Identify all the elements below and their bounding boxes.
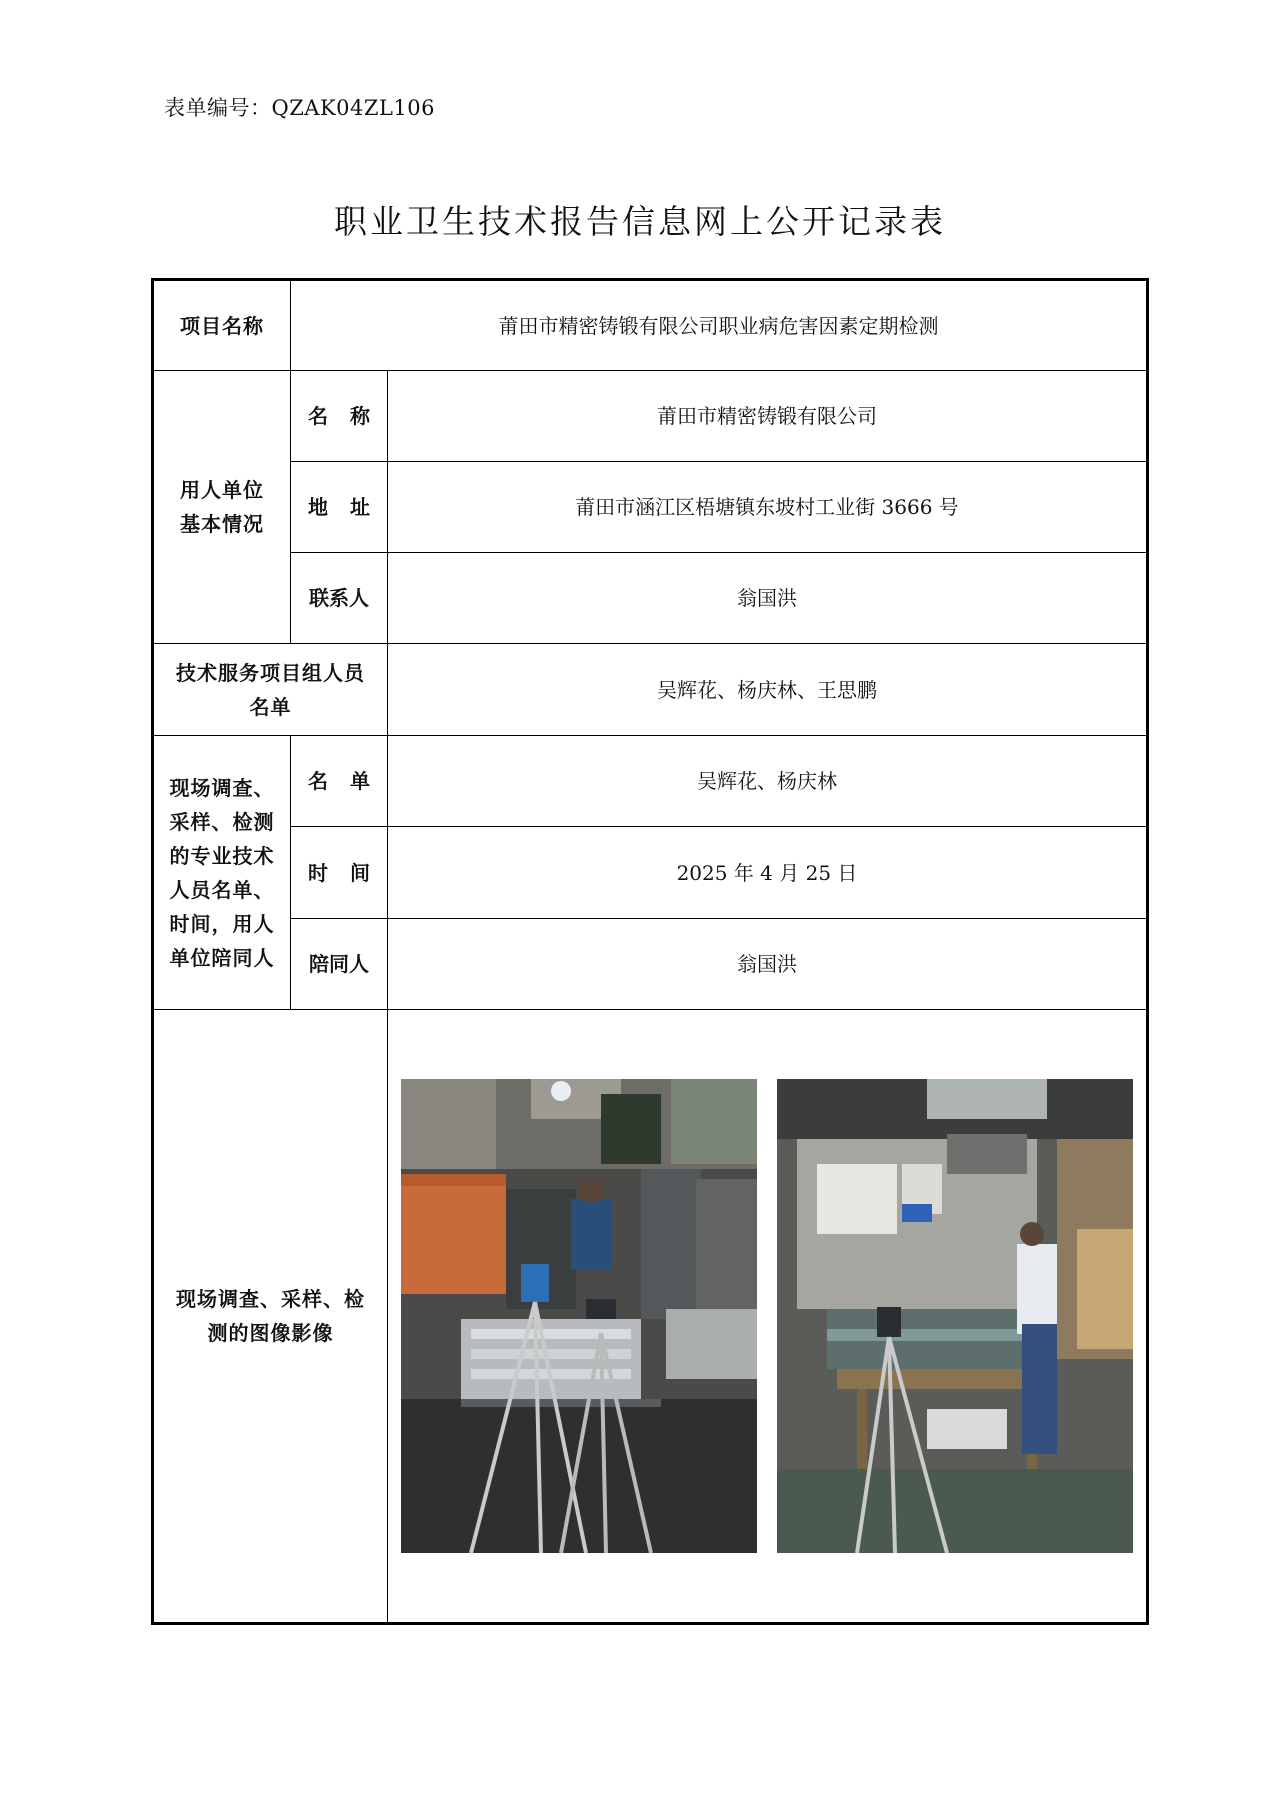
employer-info-label-line1: 用人单位 (180, 478, 264, 502)
employer-info-label-line2: 基本情况 (180, 512, 264, 536)
document-title: 职业卫生技术报告信息网上公开记录表 (334, 202, 946, 241)
team-label (153, 644, 388, 736)
survey-names-value: 吴辉花、杨庆林 (388, 736, 1148, 827)
row-employer-contact (153, 553, 1148, 644)
images-label-line2: 测的图像影像 (207, 1321, 334, 1345)
team-label-line1: 技术服务项目组人员 (176, 660, 365, 685)
employer-contact-label: 联系人 (291, 553, 388, 644)
row-team (153, 644, 1148, 736)
survey-time-value: 2025 年 4 月 25 日 (388, 827, 1148, 919)
employer-address-value: 莆田市涵江区梧塘镇东坡村工业街 3666 号 (388, 462, 1148, 553)
project-name-value: 莆田市精密铸锻有限公司职业病危害因素定期检测 (291, 280, 1148, 371)
survey-escort-label: 陪同人 (291, 919, 388, 1010)
survey-names-label: 名 单 (291, 736, 388, 827)
factory-photo-inspection-bench (777, 1079, 1133, 1553)
employer-name-value: 莆田市精密铸锻有限公司 (388, 371, 1148, 462)
row-survey-time (153, 827, 1148, 919)
factory-photo-die-casting (401, 1079, 757, 1553)
team-value: 吴辉花、杨庆林、王思鹏 (388, 644, 1148, 736)
project-name-label: 项目名称 (153, 280, 291, 371)
employer-address-label: 地 址 (291, 462, 388, 553)
row-project-name (153, 280, 1148, 371)
record-table (151, 278, 1149, 1625)
row-employer-address (153, 462, 1148, 553)
images-label-line1: 现场调查、采样、检 (176, 1287, 365, 1311)
row-survey-escort (153, 919, 1148, 1010)
survey-escort-value: 翁国洪 (388, 919, 1148, 1010)
employer-name-label: 名 称 (291, 371, 388, 462)
form-number: 表单编号：QZAK04ZL106 (164, 96, 436, 120)
row-employer-name (153, 371, 1148, 462)
survey-label: 现场调查、 采样、检测 的专业技术 人员名单、 时间，用人 单位陪同人 (153, 736, 291, 1010)
images-cell (388, 1010, 1148, 1624)
row-images (153, 1010, 1148, 1624)
employer-info-label (153, 371, 291, 644)
employer-contact-value: 翁国洪 (388, 553, 1148, 644)
row-survey-names (153, 736, 1148, 827)
images-label (153, 1010, 388, 1624)
team-label-line2: 名单 (249, 694, 292, 719)
survey-time-label: 时 间 (291, 827, 388, 919)
